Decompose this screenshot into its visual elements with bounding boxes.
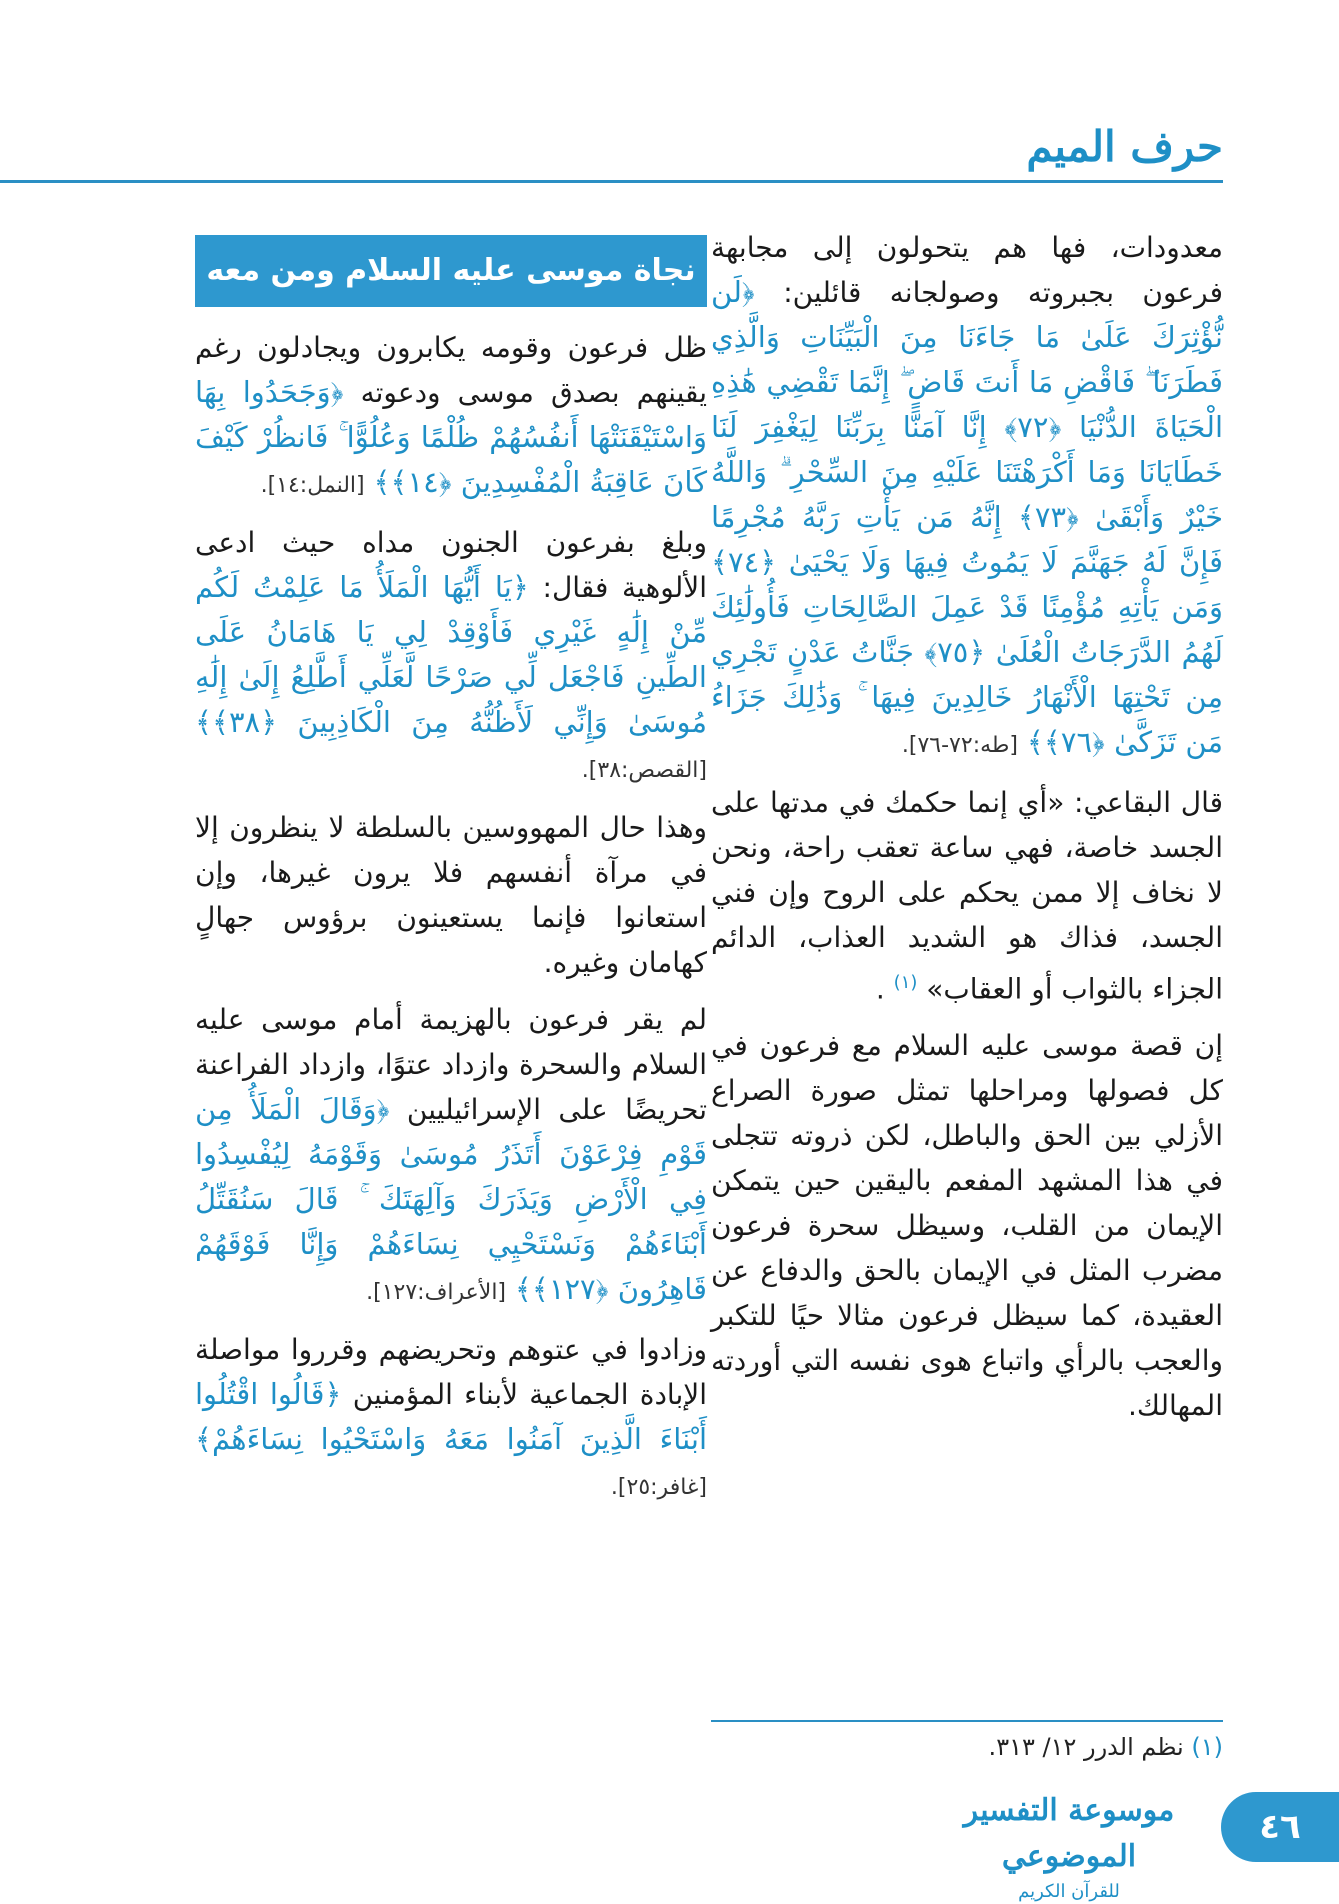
verse-reference: [طه:٧٢-٧٦]. xyxy=(901,733,1018,758)
paragraph-text: معدودات، فها هم يتحولون إلى مجابهة فرعون بجبروته وصولجانه قائلين: xyxy=(711,231,1223,309)
verse-reference: [الأعراف:١٢٧]. xyxy=(366,1280,507,1305)
paragraph-text: إن قصة موسى عليه السلام مع فرعون في كل فصولها ومراحلها تمثل صورة الصراع الأزلي بين الحق والباطل، لكن ذروته تتجلى في هذا المشهد المفعم باليقين حين يتمكن الإيمان من القلب، وسيظل سحرة فرعون مضرب المثل في الإيمان بالحق والدفاع عن العقيدة، كما سيظل فرعون مثالا حيًا للتكبر والعجب بالرأي واتباع هوى نفسه التي أوردته المهالك. xyxy=(711,1029,1223,1423)
page-number: ٤٦ xyxy=(1221,1792,1339,1862)
page-header-title: حرف الميم xyxy=(1026,122,1223,171)
encyclopedia-logo xyxy=(944,1788,1194,1902)
paragraph xyxy=(711,225,1223,768)
right-column xyxy=(711,225,1223,1440)
footnote-marker[interactable]: (١) xyxy=(893,972,918,993)
paragraph-text: وهذا حال المهووسين بالسلطة لا ينظرون إلا في مرآة أنفسهم فلا يرون غيرها، وإن استعانوا فإنما يستعينون برؤوس جهالٍ كهامان وغيره. xyxy=(195,811,707,979)
footnote-number: (١) xyxy=(1191,1733,1223,1761)
logo-title: موسوعة التفسير الموضوعي xyxy=(963,1793,1175,1874)
paragraph-text: وزادوا في عتوهم وتحريضهم وقرروا مواصلة الإبادة الجماعية لأبناء المؤمنين xyxy=(195,1333,708,1411)
paragraph-text: لم يقر فرعون بالهزيمة أمام موسى عليه السلام والسحرة وازداد عتوًا، وازداد الفراعنة تحريضًا على الإسرائيليين xyxy=(195,1003,707,1126)
quran-verse: ﴿وَجَحَدُوا بِهَا وَاسْتَيْقَنَتْهَا أَنفُسُهُمْ ظُلْمًا وَعُلُوًّا ۚ فَانظُرْ كَيْفَ كَانَ عَاقِبَةُ الْمُفْسِدِينَ ﴿١٤﴾﴾ xyxy=(195,375,707,499)
paragraph-end: . xyxy=(875,972,885,1006)
paragraph-text: ظل فرعون وقومه يكابرون ويجادلون رغم يقينهم بصدق موسى ودعوته xyxy=(195,331,708,409)
footnote-divider xyxy=(711,1720,1223,1722)
logo-subtitle: للقرآن الكريم xyxy=(1018,1881,1120,1902)
left-column xyxy=(195,235,707,1522)
paragraph xyxy=(195,520,707,793)
quran-verse: ﴿وَقَالَ الْمَلَأُ مِن قَوْمِ فِرْعَوْنَ أَتَذَرُ مُوسَىٰ وَقَوْمَهُ لِيُفْسِدُوا فِي الْأَرْضِ وَيَذَرَكَ وَآلِهَتَكَ ۚ قَالَ سَنُقَتِّلُ أَبْنَاءَهُمْ وَنَسْتَحْيِي نِسَاءَهُمْ وَإِنَّا فَوْقَهُمْ قَاهِرُونَ ﴿١٢٧﴾﴾ xyxy=(195,1092,707,1306)
header-divider xyxy=(0,180,1223,183)
verse-reference: [غافر:٢٥]. xyxy=(610,1475,707,1500)
quran-verse: ﴿قَالُوا اقْتُلُوا أَبْنَاءَ الَّذِينَ آمَنُوا مَعَهُ وَاسْتَحْيُوا نِسَاءَهُمْ﴾ xyxy=(195,1377,707,1456)
footnote xyxy=(711,1733,1223,1761)
paragraph xyxy=(195,805,707,985)
verse-reference: [القصص:٣٨]. xyxy=(581,758,707,783)
footnote-text: نظم الدرر ١٢/ ٣١٣. xyxy=(988,1733,1184,1761)
quran-verse: ﴿يَا أَيُّهَا الْمَلَأُ مَا عَلِمْتُ لَكُم مِّنْ إِلَٰهٍ غَيْرِي فَأَوْقِدْ لِي يَا هَامَانُ عَلَى الطِّينِ فَاجْعَل لِّي صَرْحًا لَّعَلِّي أَطَّلِعُ إِلَىٰ إِلَٰهِ مُوسَىٰ وَإِنِّي لَأَظُنُّهُ مِنَ الْكَاذِبِينَ ﴿٣٨﴾﴾ xyxy=(195,570,707,739)
quran-verse: ﴿لَن نُّؤْثِرَكَ عَلَىٰ مَا جَاءَنَا مِنَ الْبَيِّنَاتِ وَالَّذِي فَطَرَنَا ۖ فَاقْضِ مَا أَنتَ قَاضٍ ۖ إِنَّمَا تَقْضِي هَٰذِهِ الْحَيَاةَ الدُّنْيَا ﴿٧٢﴾ إِنَّا آمَنَّا بِرَبِّنَا لِيَغْفِرَ لَنَا خَطَايَانَا وَمَا أَكْرَهْتَنَا عَلَيْهِ مِنَ السِّحْرِ ۗ وَاللَّهُ خَيْرٌ وَأَبْقَىٰ ﴿٧٣﴾ إِنَّهُ مَن يَأْتِ رَبَّهُ مُجْرِمًا فَإِنَّ لَهُ جَهَنَّمَ لَا يَمُوتُ فِيهَا وَلَا يَحْيَىٰ ﴿٧٤﴾ وَمَن يَأْتِهِ مُؤْمِنًا قَدْ عَمِلَ الصَّالِحَاتِ فَأُولَٰئِكَ لَهُمُ الدَّرَجَاتُ الْعُلَىٰ ﴿٧٥﴾ جَنَّاتُ عَدْنٍ تَجْرِي مِن تَحْتِهَا الْأَنْهَارُ خَالِدِينَ فِيهَا ۚ وَذَٰلِكَ جَزَاءُ مَن تَزَكَّىٰ ﴿٧٦﴾﴾ xyxy=(711,275,1224,759)
paragraph-text: قال البقاعي: «أي إنما حكمك في مدتها على الجسد خاصة، فهي ساعة تعقب راحة، ونحن لا نخاف إلا ممن يحكم على الروح وإن فني الجسد، فذاك هو الشديد العذاب، الدائم الجزاء بالثواب أو العقاب» xyxy=(711,786,1223,1006)
paragraph xyxy=(711,1023,1223,1428)
paragraph xyxy=(195,325,707,508)
section-heading: نجاة موسى عليه السلام ومن معه xyxy=(195,235,707,307)
paragraph xyxy=(711,780,1223,1011)
paragraph xyxy=(195,1327,707,1510)
paragraph-text: وبلغ بفرعون الجنون مداه حيث ادعى الألوهية فقال: xyxy=(195,526,708,604)
verse-reference: [النمل:١٤]. xyxy=(260,473,365,498)
paragraph xyxy=(195,997,707,1315)
